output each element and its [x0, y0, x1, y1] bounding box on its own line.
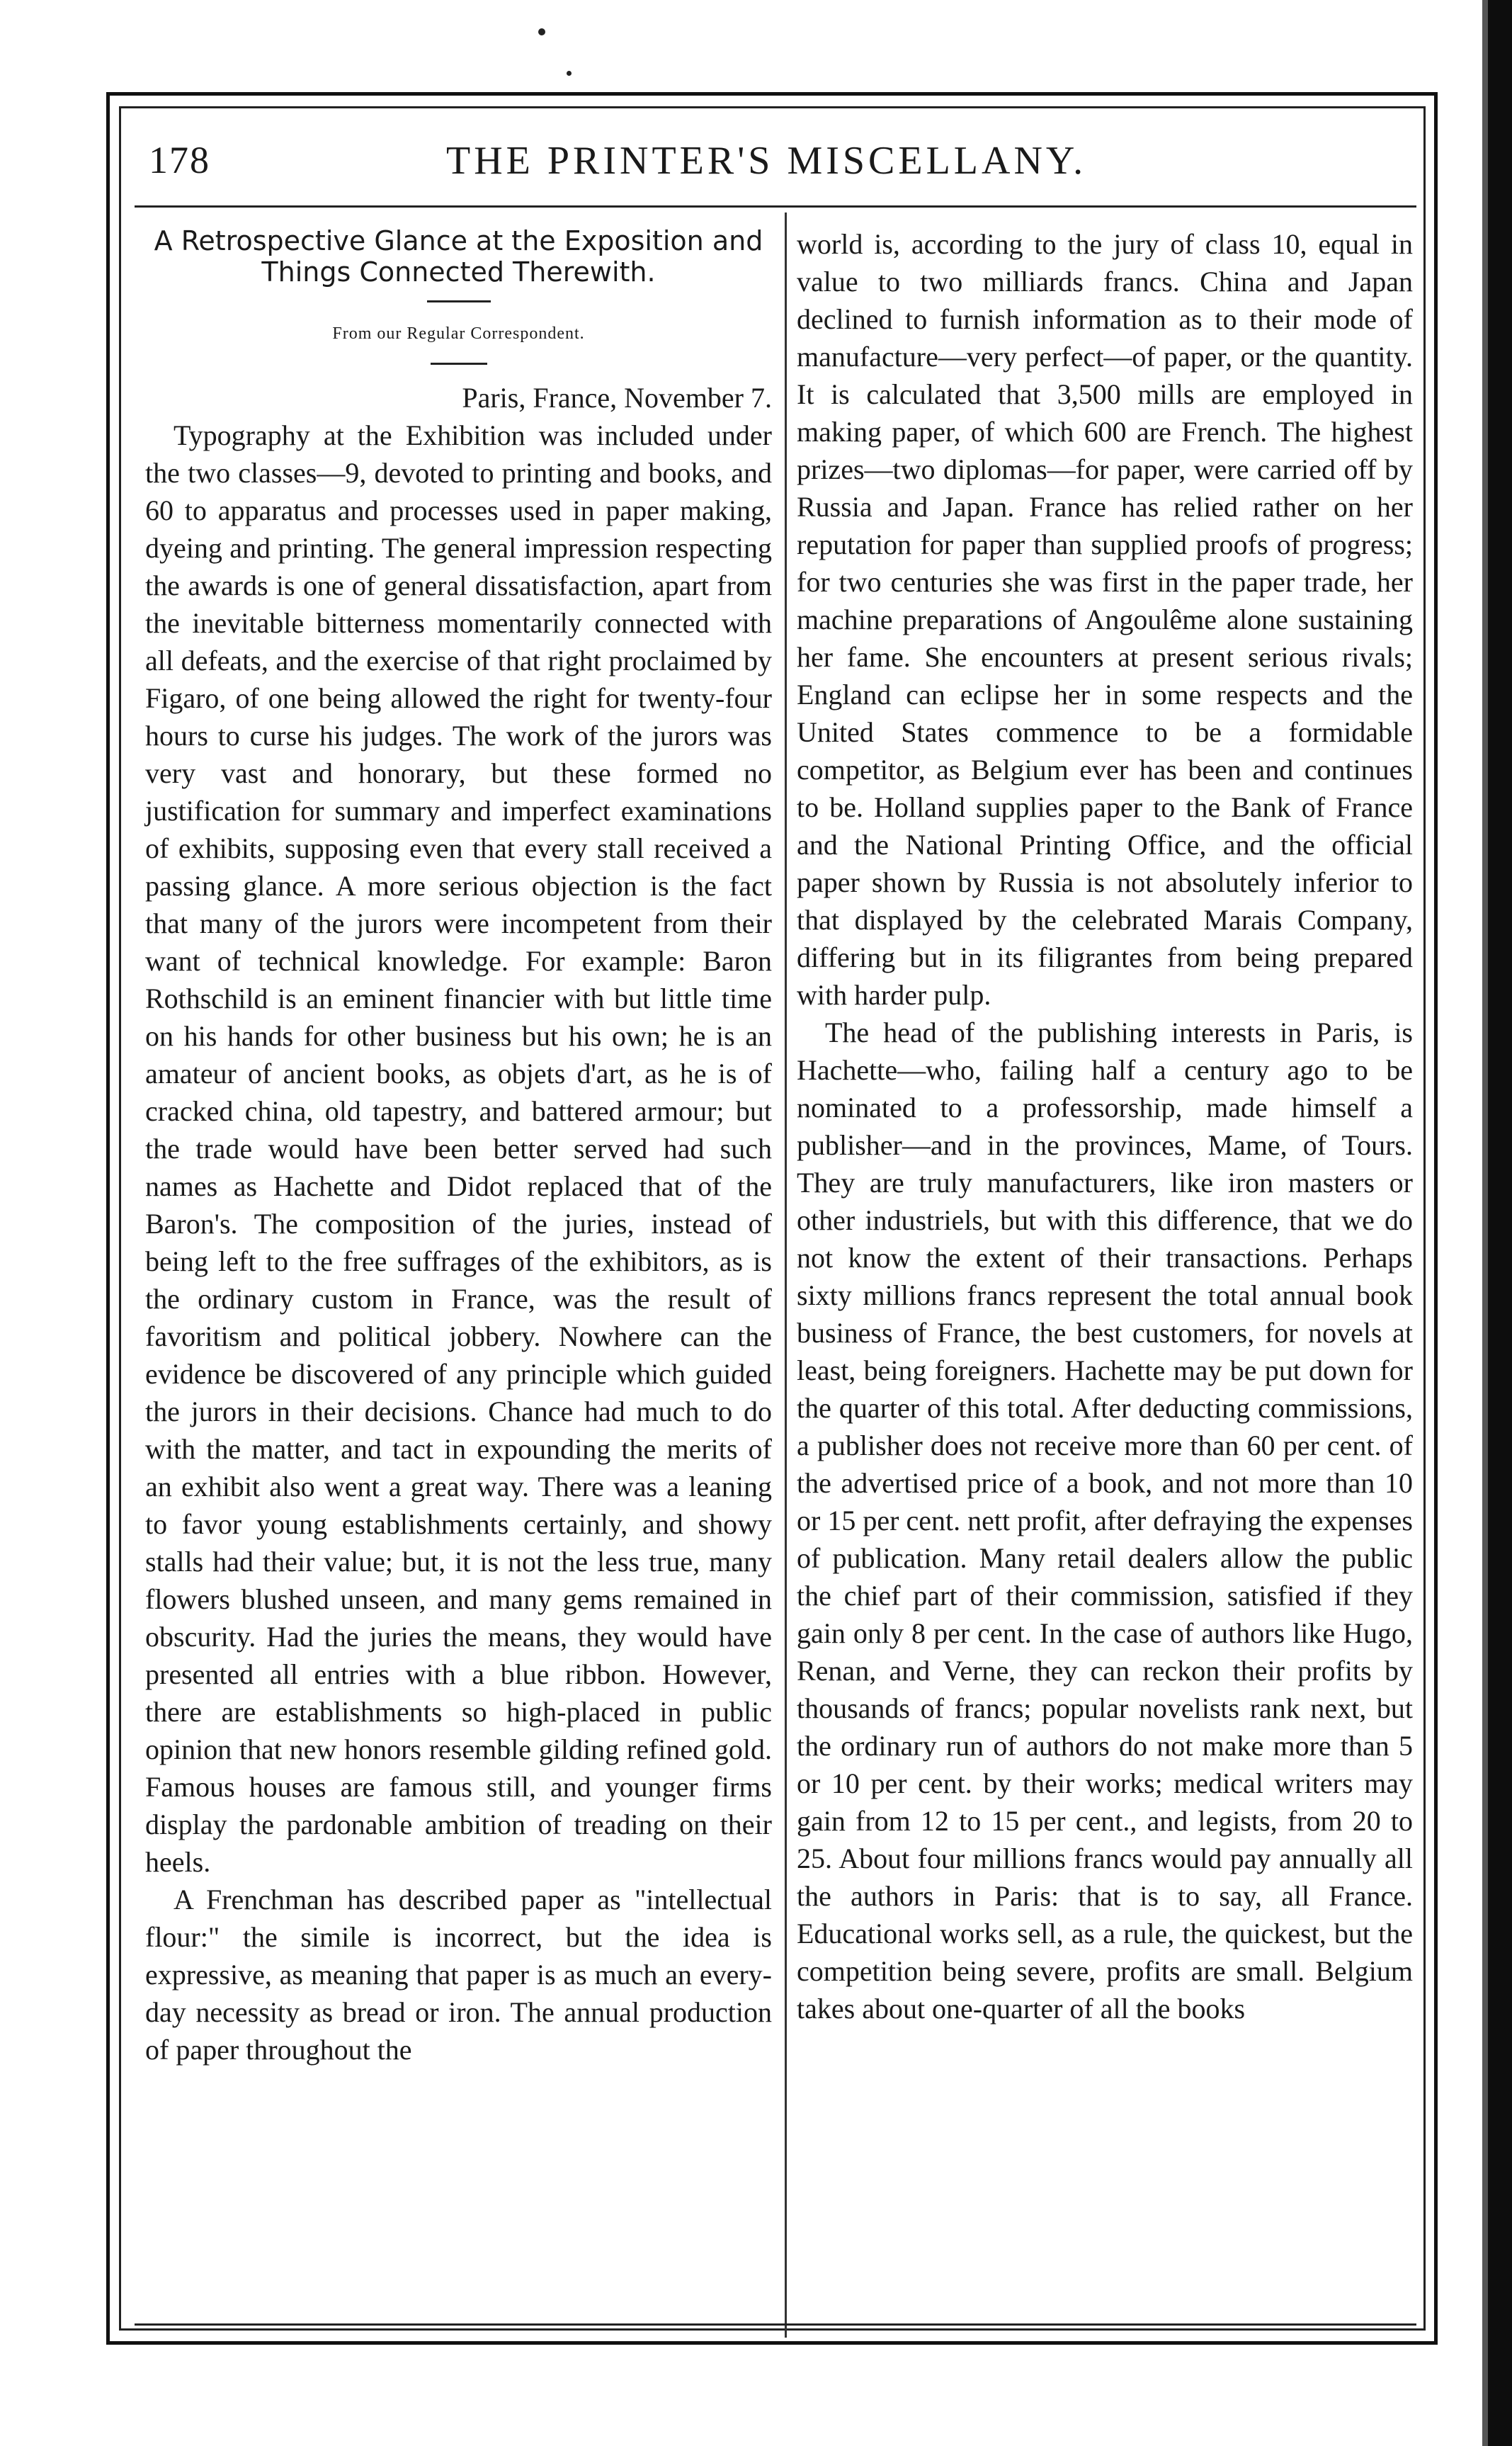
- article-title: A Retrospective Glance at the Exposition and Things Connected Therewith.: [154, 225, 763, 288]
- body-paragraph: A Frenchman has described paper as "intellectual flour:" the simile is incorrect, but the idea is expressive, as meaning that paper is as much an every-day necessity as bread or iron. The annual production of paper throughout the: [145, 1884, 772, 2066]
- running-title: THE PRINTER'S MISCELLANY.: [446, 139, 1087, 183]
- footer-rule: [135, 2323, 1416, 2326]
- body-paragraph: Typography at the Exhibition was included under the two classes—9, devoted to printing and books, and 60 to apparatus and processes used in paper making, dyeing and printing. The general impression respecting the awards is one of general dissatisfaction, apart from the inevitable bitterness momentarily connected with all defeats, and the exercise of that right proclaimed by Figaro, of one being allowed the right for twenty-four hours to curse his judges. The work of the jurors was very vast and honorary, but these formed no justification for summary and imperfect examinations of exhibits, supposing even that every stall received a passing glance. A more serious objection is the fact that many of the jurors were incompetent from their want of technical knowledge. For example: Baron Rothschild is an eminent financier with but little time on his hands for other business but his own; he is an amateur of ancient books, as objets d'art, as he is of cracked china, old tapestry, and battered armour; but the trade would have been better served had such names as Hachette and Didot replaced that of the Baron's. The composition of the juries, instead of being left to the free suffrages of the exhibitors, as is the ordinary custom in France, was the result of favoritism and political jobbery. Nowhere can the evidence be discovered of any principle which guided the jurors in their decisions. Chance had much to do with the matter, and tact in expounding the merits of an exhibit also went a great way. There was a leaning to favor young establishments certainly, and showy stalls had their value; but, it is not the less true, many flowers blushed unseen, and many gems remained in obscurity. Had the juries the means, they would have presented all entries with a blue ribbon. However, there are establishments so high-placed in public opinion that new honors resemble gilding refined gold. Famous houses are famous still, and younger firms display the pardonable ambition of treading on their heels.: [145, 419, 772, 1878]
- dateline: Paris, France, November 7.: [462, 382, 772, 414]
- ink-speck: [538, 28, 545, 35]
- byline: From our Regular Correspondent.: [332, 324, 585, 343]
- page-number: 178: [149, 139, 210, 181]
- binding-edge: [1488, 0, 1512, 2446]
- binding-shadow: [1482, 0, 1488, 2446]
- page-header: [149, 138, 1409, 195]
- title-rule: [427, 300, 491, 302]
- right-column: [797, 225, 1413, 2027]
- ink-speck: [567, 71, 572, 76]
- left-column: [145, 225, 772, 2068]
- byline-rule: [431, 363, 487, 365]
- header-rule: [135, 205, 1416, 208]
- body-paragraph: world is, according to the jury of class 10, equal in value to two milliards francs. China and Japan declined to furnish information as to their mode of manufacture—very perfect—of paper, or the quantity. It is calculated that 3,500 mills are employed in making paper, of which 600 are French. The highest prizes—two diplomas—for paper, were carried off by Russia and Japan. France has relied rather on her reputation for paper than supplied proofs of progress; for two centuries she was first in the paper trade, her machine preparations of Angoulême alone sustaining her fame. She encounters at present serious rivals; England can eclipse her in some respects and the United States commence to be a formidable competitor, as Belgium ever has been and continues to be. Holland supplies paper to the Bank of France and the National Printing Office, and the official paper shown by Russia is not absolutely inferior to that displayed by the celebrated Marais Company, differing but in its filigrantes from being prepared with harder pulp.: [797, 228, 1413, 1011]
- column-divider: [785, 213, 787, 2338]
- body-paragraph: The head of the publishing interests in Paris, is Hachette—who, failing half a century ago to be nominated to a professorship, made himself a publisher—and in the provinces, Mame, of Tours. They are truly manufacturers, like iron masters or other industriels, but with this difference, that we do not know the extent of their transactions. Perhaps sixty millions francs represent the total annual book business of France, the best customers, for novels at least, being foreigners. Hachette may be put down for the quarter of this total. After deducting commissions, a publisher does not receive more than 60 per cent. of the advertised price of a book, and not more than 10 or 15 per cent. nett profit, after defraying the expenses of publication. Many retail dealers allow the public the chief part of their commission, satisfied if they gain only 8 per cent. In the case of authors like Hugo, Renan, and Verne, they can reckon their profits by thousands of francs; popular novelists rank next, but the ordinary run of authors do not make more than 5 or 10 per cent. by their works; medical writers may gain from 12 to 15 per cent., and legists, from 20 to 25. About four millions francs would pay annually all the authors in Paris: that is to say, all France. Educational works sell, as a rule, the quickest, but the competition being severe, profits are small. Belgium takes about one-quarter of all the books: [797, 1017, 1413, 2025]
